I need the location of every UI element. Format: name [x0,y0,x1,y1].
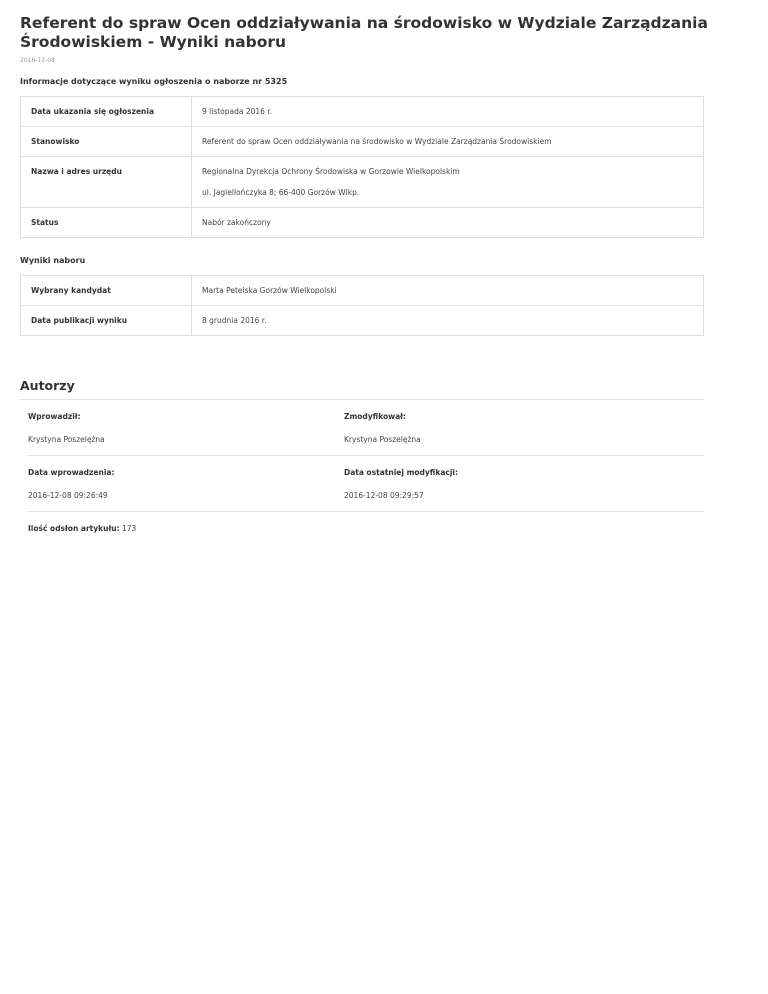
table-row [21,305,703,335]
view-count-value: 173 [121,524,137,533]
table-row [21,97,703,126]
table-row [21,126,703,156]
modified-date-label: Data ostatniej modyfikacji: [344,468,458,477]
modified-by [344,400,660,455]
row-value [192,157,703,207]
table-row [21,156,703,207]
row-label: Status [21,208,192,237]
entered-date-value: 2016-12-08 09:26:49 [28,491,108,500]
authors-title: Autorzy [20,378,75,393]
results-table [20,275,704,336]
row-value: Marta Petelska Gorzów Wielkopolski [202,286,337,295]
view-count-label: Ilość odsłon artykułu: [28,524,120,533]
table-row [21,276,703,305]
row-label: Data ukazania się ogłoszenia [21,97,192,126]
row-label: Wybrany kandydat [21,276,192,305]
modified-date-value: 2016-12-08 09:29:57 [344,491,424,500]
entered-by-value: Krystyna Poszelężna [28,435,105,444]
entered-date-label: Data wprowadzenia: [28,468,115,477]
modified-date [344,456,660,511]
entered-date [28,456,344,511]
info-table [20,96,704,238]
modified-by-value: Krystyna Poszelężna [344,435,421,444]
modified-by-label: Zmodyfikował: [344,412,406,421]
row-label: Data publikacji wyniku [21,306,192,335]
row-value: 8 grudnia 2016 r. [202,316,267,325]
entered-by [28,400,344,455]
divider [28,511,704,512]
publish-date: 2016-12-08 [20,57,55,64]
office-name: Regionalna Dyrekcja Ochrony Środowiska w Gorzowie Wielkopolskim [202,167,460,176]
view-count [28,524,704,533]
entered-by-label: Wprowadził: [28,412,81,421]
row-label: Nazwa i adres urzędu [21,157,192,207]
table-row [21,207,703,237]
page-title: Referent do spraw Ocen oddziaływania na środowisko w Wydziale Zarządzania Środowiskiem - Wyniki naboru [20,14,708,51]
authors-row [28,400,704,455]
office-address: ul. Jagiellończyka 8; 66-400 Gorzów Wlkp. [202,188,360,197]
dates-row [28,456,704,511]
row-value: Nabór zakończony [202,218,271,227]
row-value: 9 listopada 2016 r. [202,107,273,116]
info-heading: Informacje dotyczące wyniku ogłoszenia o naborze nr 5325 [20,77,288,86]
row-value: Referent do spraw Ocen oddziaływania na środowisko w Wydziale Zarządzania Środowiskiem [202,137,552,146]
results-heading: Wyniki naboru [20,256,86,265]
authors-section [20,400,704,533]
row-label: Stanowisko [21,127,192,156]
